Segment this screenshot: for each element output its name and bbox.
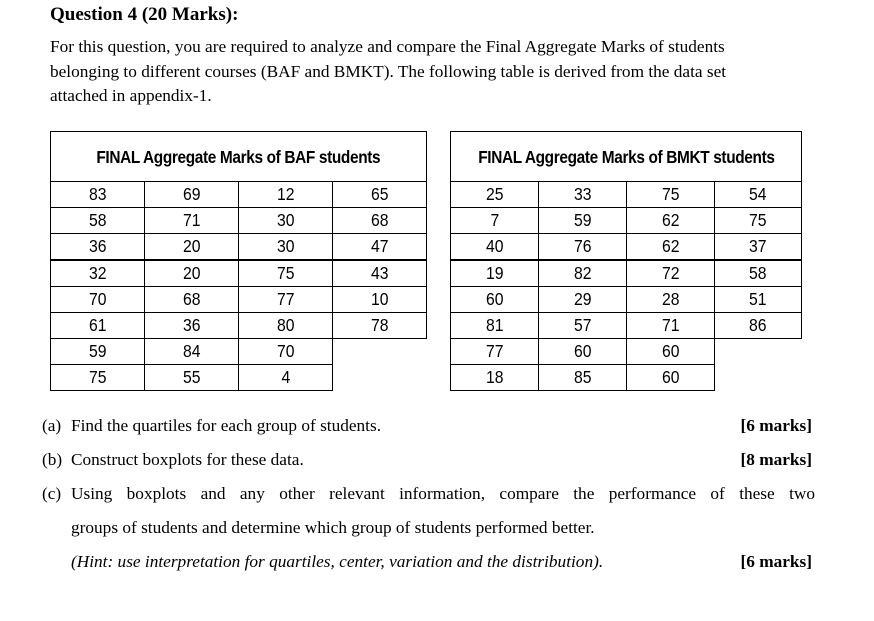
baf-table-cell <box>332 233 427 260</box>
bmkt-table-cell <box>714 286 802 313</box>
bmkt-table-cell-value: 60 <box>485 288 504 309</box>
bmkt-table-cell-value: 62 <box>661 236 680 257</box>
bmkt-table-cell-value: 59 <box>573 210 592 231</box>
bmkt-table-cell <box>626 207 715 234</box>
part-a <box>42 414 812 438</box>
baf-table-cell-value: 78 <box>370 315 389 335</box>
bmkt-table-cell-value: 86 <box>749 315 767 335</box>
bmkt-table-cell-value: 81 <box>485 315 504 335</box>
question-heading: Question 4 (20 Marks): <box>50 4 239 25</box>
bmkt-table-cell <box>538 260 627 287</box>
baf-table-cell <box>50 233 145 260</box>
baf-table-cell-value: 55 <box>182 367 201 388</box>
bmkt-table-cell-value: 60 <box>661 367 680 388</box>
baf-table-cell <box>238 286 333 313</box>
baf-table-cell <box>332 286 427 313</box>
part-b-marks: [8 marks] <box>740 450 812 469</box>
bmkt-table-cell <box>538 181 627 208</box>
baf-table-cell <box>50 312 145 339</box>
bmkt-table-cell <box>450 233 539 260</box>
bmkt-table-cell <box>450 207 539 234</box>
bmkt-table-cell <box>450 181 539 208</box>
baf-table-cell-value: 12 <box>276 184 295 204</box>
bmkt-table-cell <box>626 364 715 391</box>
baf-table-cell <box>50 286 145 313</box>
baf-table-cell <box>50 338 145 365</box>
baf-table-cell <box>144 364 239 391</box>
baf-table-cell <box>332 181 427 208</box>
bmkt-table-cell <box>626 233 715 260</box>
baf-table-cell <box>238 312 333 339</box>
bmkt-table-cell <box>538 364 627 391</box>
baf-table-cell <box>144 181 239 208</box>
baf-table-cell-value: 70 <box>276 341 295 362</box>
baf-table-cell-value: 36 <box>182 315 201 335</box>
baf-table-cell <box>144 260 239 287</box>
baf-table-cell-value: 70 <box>88 288 107 309</box>
part-c-marks: [6 marks] <box>740 552 812 571</box>
bmkt-table-cell <box>450 286 539 313</box>
bmkt-table-cell <box>538 233 627 260</box>
baf-table-cell-value: 58 <box>88 210 107 231</box>
bmkt-table-cell <box>538 207 627 234</box>
bmkt-table-cell <box>450 364 539 391</box>
baf-table-cell-value: 77 <box>276 288 295 309</box>
bmkt-table-cell-value: 25 <box>485 184 504 204</box>
baf-table-cell-value: 71 <box>182 210 201 231</box>
baf-table-cell-value: 65 <box>370 184 389 204</box>
part-c-hint-row <box>42 550 812 574</box>
baf-table-cell-value: 68 <box>182 288 201 309</box>
intro-line: attached in appendix-1. <box>50 86 212 105</box>
bmkt-table-cell-value: 51 <box>749 288 767 309</box>
baf-table-cell <box>238 207 333 234</box>
baf-table-cell-value: 84 <box>182 341 201 362</box>
bmkt-marks-table <box>450 131 802 393</box>
bmkt-table-cell-value: 18 <box>485 367 504 388</box>
bmkt-table-cell-value: 85 <box>573 367 592 388</box>
part-c <box>42 482 815 506</box>
part-b <box>42 448 812 472</box>
baf-table-cell-value: 30 <box>276 236 295 257</box>
intro-line: belonging to different courses (BAF and BMKT). The following table is derived from the data set <box>50 61 727 81</box>
bmkt-table-cell-value: 33 <box>573 184 592 204</box>
bmkt-table-cell-value: 75 <box>661 184 680 204</box>
bmkt-table-title <box>450 131 802 182</box>
bmkt-table-cell <box>626 260 715 287</box>
baf-table-cell <box>50 260 145 287</box>
bmkt-table-cell-value: 28 <box>661 288 680 309</box>
baf-table-cell <box>144 312 239 339</box>
part-c-hint: (Hint: use interpretation for quartiles, center, variation and the distribution). <box>71 552 604 571</box>
baf-table-cell <box>144 286 239 313</box>
baf-table-cell <box>332 207 427 234</box>
bmkt-table-cell <box>450 312 539 339</box>
bmkt-table-cell <box>538 286 627 313</box>
baf-table-cell-value: 80 <box>276 315 295 335</box>
baf-table-cell-value: 69 <box>182 184 201 204</box>
bmkt-table-cell-value: 82 <box>573 262 592 283</box>
part-a-text: Find the quartiles for each group of students. <box>71 416 382 435</box>
part-c-text-line2: groups of students and determine which group of students performed better. <box>71 518 595 537</box>
baf-table-title <box>50 131 427 182</box>
bmkt-table-cell <box>714 233 802 260</box>
bmkt-table-cell-value: 60 <box>661 341 680 362</box>
bmkt-table-cell <box>714 207 802 234</box>
bmkt-table-cell-value: 62 <box>661 210 680 231</box>
baf-table-cell-value: 36 <box>88 236 107 257</box>
bmkt-table-cell-value: 37 <box>749 236 767 257</box>
bmkt-table-cell-value: 29 <box>573 288 592 309</box>
part-c-continued <box>42 516 812 540</box>
part-a-label: (a) <box>42 416 62 435</box>
part-a-marks: [6 marks] <box>740 416 812 435</box>
bmkt-table-cell-value: 54 <box>749 184 767 204</box>
baf-table-cell-value: 75 <box>276 262 295 283</box>
bmkt-table-cell-value: 57 <box>573 315 592 335</box>
part-c-text-line1: Using boxplots and any other relevant information, compare the performance of these two <box>71 484 815 503</box>
baf-table-cell <box>50 364 145 391</box>
part-b-label: (b) <box>42 450 63 469</box>
baf-table-cell-value: 43 <box>370 262 389 283</box>
baf-table-cell-value: 68 <box>370 210 389 231</box>
bmkt-table-cell <box>714 181 802 208</box>
bmkt-table-cell <box>714 260 802 287</box>
baf-table-cell-value: 47 <box>370 236 389 257</box>
baf-table-title-text: FINAL Aggregate Marks of BAF students <box>96 147 381 167</box>
bmkt-table-cell-value: 60 <box>573 341 592 362</box>
bmkt-table-cell <box>538 338 627 365</box>
bmkt-table-cell-value: 19 <box>485 262 504 283</box>
baf-table-cell <box>332 260 427 287</box>
baf-table-cell <box>144 233 239 260</box>
baf-table-cell <box>238 260 333 287</box>
bmkt-table-cell <box>714 312 802 339</box>
bmkt-table-cell <box>450 338 539 365</box>
baf-table-cell-value: 20 <box>182 236 201 257</box>
baf-table-cell <box>50 181 145 208</box>
bmkt-table-cell-value: 40 <box>485 236 504 257</box>
part-c-label: (c) <box>42 484 62 503</box>
question-intro <box>50 35 825 109</box>
intro-line: For this question, you are required to analyze and compare the Final Aggregate Marks of students <box>50 37 725 56</box>
bmkt-table-cell-value: 75 <box>749 210 767 231</box>
bmkt-table-cell-value: 7 <box>490 210 499 231</box>
baf-table-cell-value: 32 <box>88 262 107 283</box>
bmkt-table-cell <box>626 286 715 313</box>
baf-table-cell <box>238 233 333 260</box>
baf-table-cell-value: 20 <box>182 262 201 283</box>
baf-table-cell-value: 10 <box>370 288 389 309</box>
baf-table-cell-value: 83 <box>88 184 107 204</box>
baf-table-cell <box>144 207 239 234</box>
bmkt-table-title-text: FINAL Aggregate Marks of BMKT students <box>477 147 775 167</box>
baf-table-cell <box>332 312 427 339</box>
baf-table-cell <box>238 364 333 391</box>
bmkt-table-cell <box>626 181 715 208</box>
baf-table-cell <box>238 338 333 365</box>
baf-table-cell <box>144 338 239 365</box>
baf-table-cell-value: 30 <box>276 210 295 231</box>
bmkt-table-cell-value: 58 <box>749 262 767 283</box>
baf-table-cell-value: 75 <box>88 367 107 388</box>
bmkt-table-cell <box>538 312 627 339</box>
bmkt-table-cell <box>626 312 715 339</box>
bmkt-table-cell-value: 76 <box>573 236 592 257</box>
baf-table-cell <box>50 207 145 234</box>
baf-table-cell-value: 4 <box>281 367 290 388</box>
bmkt-table-cell-value: 71 <box>661 315 680 335</box>
part-b-text: Construct boxplots for these data. <box>71 450 304 469</box>
baf-table-cell <box>238 181 333 208</box>
bmkt-table-cell-value: 77 <box>485 341 504 362</box>
bmkt-table-cell-value: 72 <box>661 262 680 283</box>
baf-marks-table <box>50 131 427 393</box>
bmkt-table-cell <box>450 260 539 287</box>
baf-table-cell-value: 61 <box>88 315 107 335</box>
bmkt-table-cell <box>626 338 715 365</box>
baf-table-cell-value: 59 <box>88 341 107 362</box>
